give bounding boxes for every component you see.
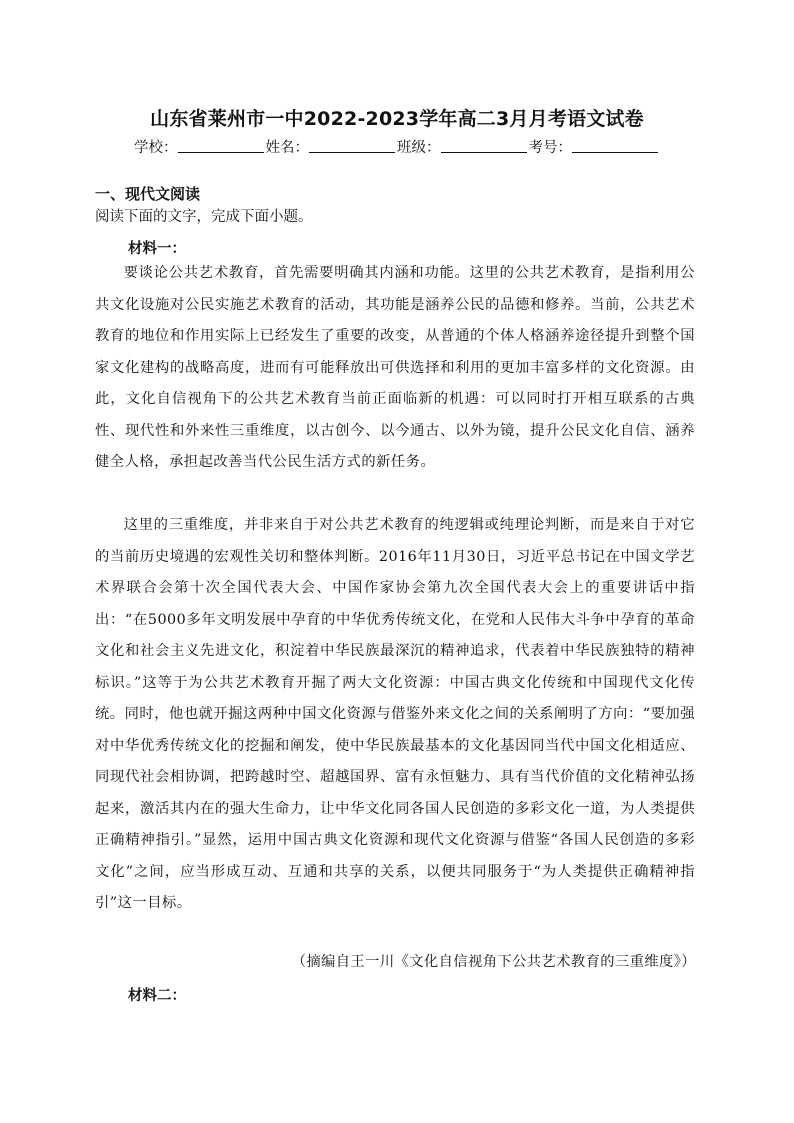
material1-label: 材料一： [128,240,186,257]
name-blank[interactable] [309,138,395,153]
material2-label: 材料二： [128,987,186,1004]
material1-paragraph-1: 要谈论公共艺术教育，首先需要明确其内涵和功能。这里的公共艺术教育，是指利用公共文化设施对公民实施艺术教育的活动，其功能是涵养公民的品德和修养。当前，公共艺术教育的地位和作用实际上已经发生了重要的改变，从普通的个体人格涵养途径提升到整个国家文化建构的战略高度，进而有可能释放出可供选择和利用的更加丰富多样的文化资源。由此，文化自信视角下的公共艺术教育当前正面临新的机遇：可以同时打开相互联系的古典性、现代性和外来性三重维度，以古创今、以今通古、以外为镜，提升公民文化自信、涵养健全人格，承担起改善当代公民生活方式的新任务。 [95,265,695,470]
number-label: 考号： [528,140,572,156]
class-blank[interactable] [441,138,527,153]
class-label: 班级： [397,140,441,156]
material1-paragraph-2: 这里的三重维度，并非来自于对公共艺术教育的纯逻辑或纯理论判断，而是来自于对它的当前历史境遇的宏观性关切和整体判断。2016年11月30日，习近平总书记在中国文学艺术界联合会第十次全国代表大会、中国作家协会第九次全国代表大会上的重要讲话中指出：“在5000多年文明发展中孕育的中华优秀传统文化，在党和人民伟大斗争中孕育的革命文化和社会主义先进文化，积淀着中华民族最深沉的精神追求，代表着中华民族独特的精神标识。”这等于为公共艺术教育开掘了两大文化资源：中国古典文化传统和中国现代文化传统。同时，他也就开掘这两种中国文化资源与借鉴外来文化之间的关系阐明了方向：“要加强对中华优秀传统文化的挖掘和阐发，使中华民族最基本的文化基因同当代中国文化相适应、同现代社会相协调，把跨越时空、超越国界、富有永恒魅力、具有当代价值的文化精神弘扬起来，激活其内在的强大生命力，让中华文化同各国人民创造的多彩文化一道，为人类提供正确精神指引。”显然，运用中国古典文化资源和现代文化资源与借鉴“各国人民创造的多彩文化”之间，应当形成互动、互通和共享的关系，以便共同服务于“为人类提供正确精神指引”这一目标。 [95,517,695,911]
school-blank[interactable] [178,138,264,153]
name-label: 姓名： [265,140,309,156]
exam-title: 山东省莱州市一中2022-2023学年高二3月月考语文试卷 [150,108,644,130]
section-instruction: 阅读下面的文字，完成下面小题。 [95,209,313,225]
student-info-line [0,136,794,157]
material1-citation: （摘编自王一川《文化自信视角下公共艺术教育的三重维度》） [291,954,696,970]
school-label: 学校： [134,140,178,156]
number-blank[interactable] [572,138,658,153]
section-heading: 一、现代文阅读 [95,185,201,203]
